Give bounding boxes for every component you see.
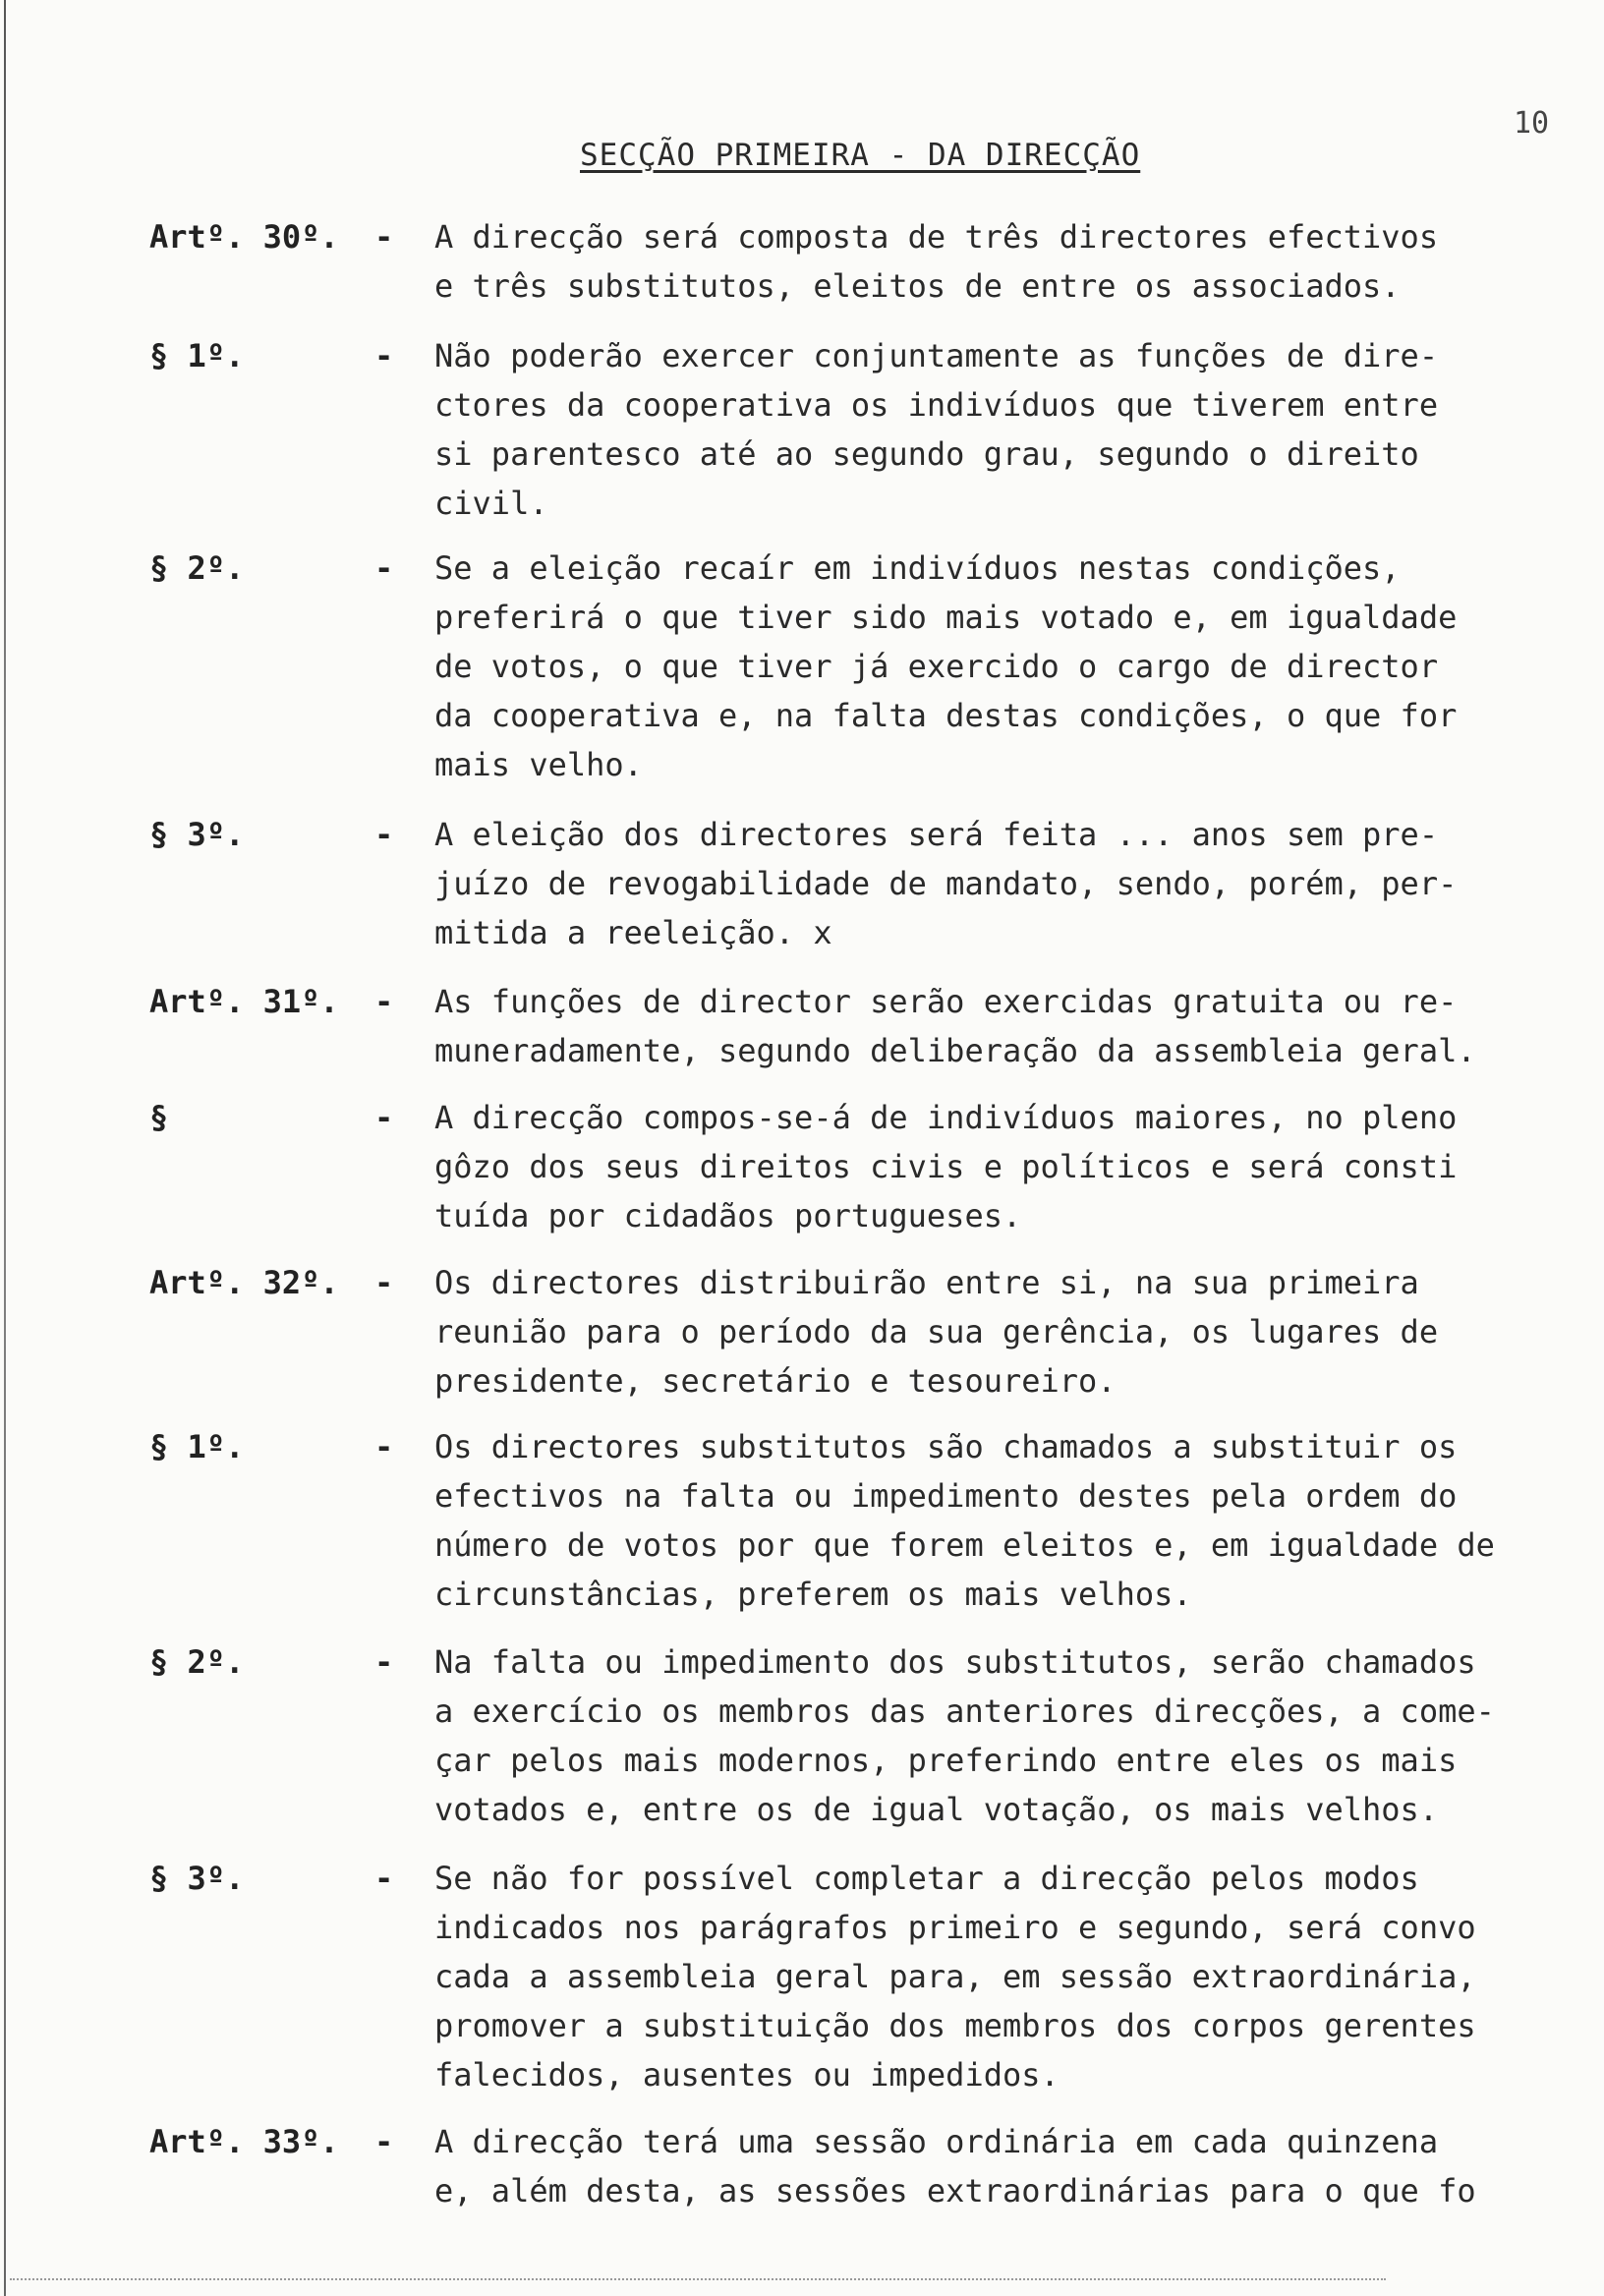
entry-label: § 3º. (149, 1860, 245, 1897)
entry-label: Artº. 33º. (149, 2123, 339, 2160)
entry-dash: - (374, 1428, 394, 1465)
entry-dash: - (374, 2123, 394, 2160)
entry-label: § 2º. (149, 1643, 245, 1681)
entry-label: § 3º. (149, 816, 245, 853)
entry-dash: - (374, 1643, 394, 1681)
entry-dash: - (374, 218, 394, 256)
entry-dash: - (374, 816, 394, 853)
entry-label: § 1º. (149, 337, 245, 374)
entry-text: Os directores distribuirão entre si, na sua primeira reunião para o período da sua gerência, os lugares de presidente, secretário e tesoureiro. (434, 1264, 1439, 1400)
entry-text: Se não for possível completar a direcção pelos modos indicados nos parágrafos primeiro e segundo, será convo cada a assembleia geral para, em sessão extraordinária, promover a substituição dos membros dos corpos gerentes falecidos, ausentes ou impedidos. (434, 1860, 1476, 2094)
entry-label: Artº. 31º. (149, 983, 339, 1020)
entry-dash: - (374, 1860, 394, 1897)
entry-label: § 1º. (149, 1428, 245, 1465)
entry-text: Na falta ou impedimento dos substitutos, serão chamados a exercício os membros das anteriores direcções, a come- çar pelos mais modernos, preferindo entre eles os mais votados e, entre os de igual votação, os mais velhos. (434, 1643, 1495, 1828)
entry-text: Não poderão exercer conjuntamente as funções de dire- ctores da cooperativa os indivíduos que tiverem entre si parentesco até ao segundo grau, segundo o direito civil. (434, 337, 1439, 522)
entry-label: § 2º. (149, 549, 245, 587)
entry-dash: - (374, 983, 394, 1020)
entry-dash: - (374, 337, 394, 374)
entry-text: A direcção compos-se-á de indivíduos maiores, no pleno gôzo dos seus direitos civis e políticos e será consti tuída por cidadãos portugueses. (434, 1099, 1458, 1234)
entry-dash: - (374, 549, 394, 587)
section-title: SECÇÃO PRIMEIRA - DA DIRECÇÃO (580, 138, 1141, 173)
entry-label: § (149, 1099, 169, 1136)
page-bottom-edge (10, 2278, 1386, 2282)
page-edge (4, 0, 6, 2296)
entry-dash: - (374, 1099, 394, 1136)
entry-dash: - (374, 1264, 394, 1301)
entry-text: A eleição dos directores será feita ... anos sem pre- juízo de revogabilidade de mandato, sendo, porém, per- mitida a reeleição. x (434, 816, 1458, 951)
entry-label: Artº. 30º. (149, 218, 339, 256)
entry-text: A direcção será composta de três directores efectivos e três substitutos, eleitos de entre os associados. (434, 218, 1439, 305)
entry-text: Se a eleição recaír em indivíduos nestas condições, preferirá o que tiver sido mais votado e, em igualdade de votos, o que tiver já exercido o cargo de director da cooperativa e, na falta destas condições, o que for mais velho. (434, 549, 1458, 783)
entry-text: As funções de director serão exercidas gratuita ou re- muneradamente, segundo deliberação da assembleia geral. (434, 983, 1476, 1069)
entry-label: Artº. 32º. (149, 1264, 339, 1301)
entry-text: Os directores substitutos são chamados a substituir os efectivos na falta ou impedimento destes pela ordem do número de votos por que forem eleitos e, em igualdade de circunstâncias, preferem os mais velhos. (434, 1428, 1495, 1613)
page-number: 10 (1514, 106, 1550, 141)
entry-text: A direcção terá uma sessão ordinária em cada quinzena e, além desta, as sessões extraordinárias para o que fo (434, 2123, 1476, 2210)
